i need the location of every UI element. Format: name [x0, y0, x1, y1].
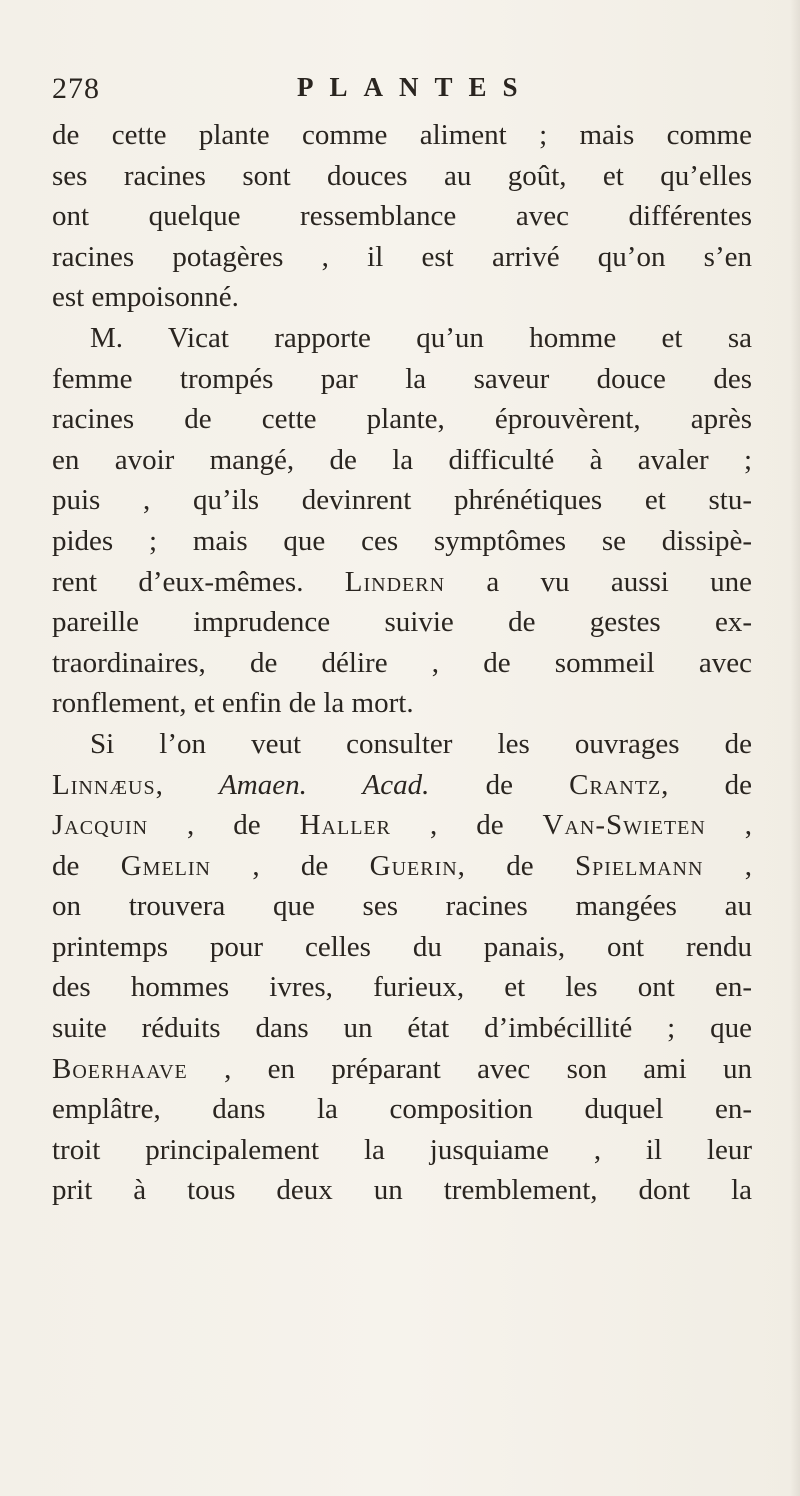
author-name: Lindern [344, 565, 446, 598]
text-line: est empoisonné. [52, 281, 239, 314]
text-line: racines de cette plante, éprouvèrent, après [52, 403, 752, 436]
author-name: Gmelin [120, 849, 211, 882]
text-line: racines potagères , il est arrivé qu’on s’en [52, 240, 752, 273]
page-edge-shadow [790, 0, 800, 1496]
text-segment: , [703, 849, 753, 882]
text-line: on trouvera que ses racines mangées au [52, 890, 752, 923]
text-line: Si l’on veut consulter les ouvrages de [90, 727, 752, 760]
text-segment: , de [457, 849, 575, 882]
work-title: Amaen. Acad. [219, 768, 430, 801]
text-segment: , [705, 809, 753, 842]
author-name: Jacquin [52, 809, 149, 842]
text-segment: , de [661, 768, 752, 801]
text-line: pides ; mais que ces symptômes se dissipè- [52, 524, 752, 557]
text-line: troit principalement la jusquiame , il leur [52, 1133, 752, 1166]
text-segment: a vu aussi une [445, 565, 752, 598]
body-text [52, 115, 752, 1211]
text-line: ont quelque ressemblance avec différentes [52, 200, 752, 233]
text-line: M. Vicat rapporte qu’un homme et sa [90, 321, 752, 354]
text-line: femme trompés par la saveur douce des [52, 362, 752, 395]
author-name: Linnæus [52, 768, 156, 801]
text-line: des hommes ivres, furieux, et les ont en- [52, 971, 752, 1004]
text-segment: de [52, 849, 121, 882]
text-segment: rent d’eux-mêmes. [52, 565, 345, 598]
text-line [52, 562, 752, 603]
running-head: PLANTES [297, 72, 534, 102]
text-line: traordinaires, de délire , de sommeil avec [52, 646, 752, 679]
author-name: Haller [299, 809, 391, 842]
page-number: 278 [52, 72, 100, 105]
text-segment: , en préparant avec son ami un [187, 1052, 752, 1085]
author-name: Spielmann [574, 849, 704, 882]
text-segment: , [155, 768, 220, 801]
text-line: ses racines sont douces au goût, et qu’elles [52, 159, 752, 192]
text-segment: , de [391, 809, 543, 842]
text-line: pareille imprudence suivie de gestes ex- [52, 606, 752, 639]
text-line: prit à tous deux un tremblement, dont la [52, 1174, 752, 1207]
author-name: Van-Swieten [542, 809, 706, 842]
text-line: suite réduits dans un état d’imbécillité ; que [52, 1012, 752, 1045]
text-line: printemps pour celles du panais, ont rendu [52, 930, 752, 963]
text-line [52, 805, 752, 846]
text-line [52, 1049, 752, 1090]
text-segment: , de [210, 849, 370, 882]
page-header [52, 72, 752, 112]
text-line: de cette plante comme aliment ; mais comme [52, 119, 752, 151]
author-name: Crantz [569, 768, 662, 801]
text-segment: , de [148, 809, 300, 842]
text-line: emplâtre, dans la composition duquel en- [52, 1093, 752, 1126]
author-name: Boerhaave [52, 1052, 188, 1085]
text-line: en avoir mangé, de la difficulté à avaler ; [52, 443, 752, 476]
text-line [52, 846, 752, 887]
text-segment: de [429, 768, 570, 801]
text-line: puis , qu’ils devinrent phrénétiques et stu- [52, 484, 752, 517]
author-name: Guerin [369, 849, 458, 882]
text-line: ronflement, et enfin de la mort. [52, 687, 414, 720]
text-line [52, 765, 752, 806]
